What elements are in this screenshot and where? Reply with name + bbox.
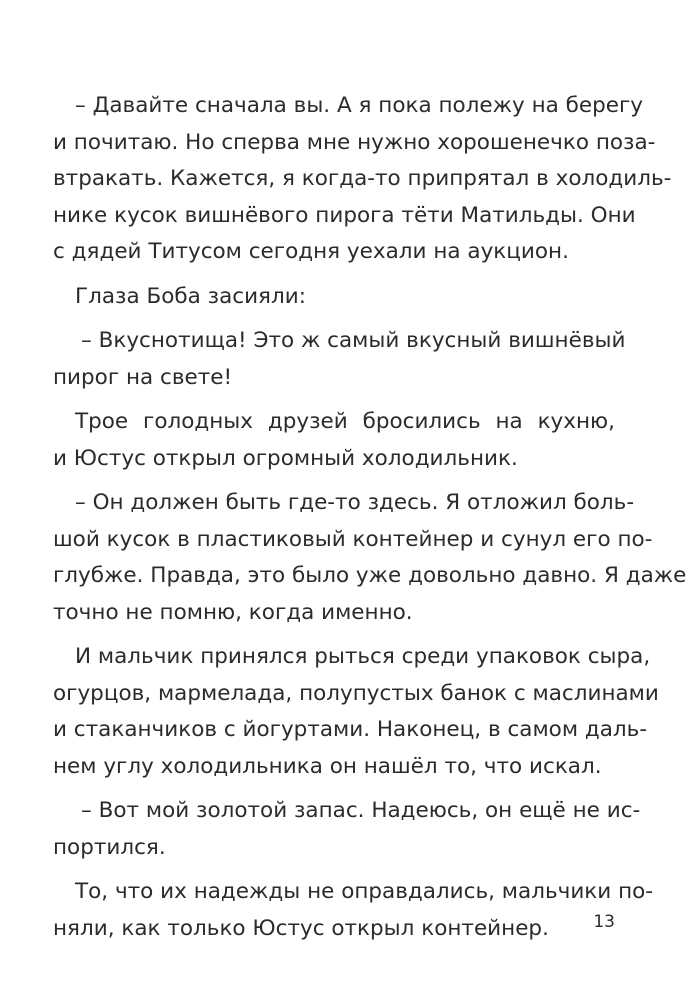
paragraph: [53, 404, 615, 477]
text-line: – Вот мой золотой запас. Надеюсь, он ещё не ис-: [81, 798, 641, 823]
text-line: точно не помню, когда именно.: [53, 599, 413, 625]
text-line: – Давайте сначала вы. А я пока полежу на берегу: [75, 93, 644, 118]
paragraph: [53, 874, 654, 947]
text-line: с дядей Титусом сегодня уехали на аукцион.: [53, 239, 569, 264]
paragraph: [53, 279, 615, 316]
text-line: няли, как только Юстус открыл контейнер.: [53, 915, 549, 941]
text-line: То, что их надежды не оправдались, мальчики по-: [75, 879, 654, 904]
paragraph: [53, 485, 687, 631]
text-line: и стаканчиков с йогуртами. Наконец, в самом даль-: [53, 717, 648, 742]
paragraph: [53, 323, 626, 396]
text-line: пирог на свете!: [53, 364, 233, 390]
page-number: 13: [593, 912, 615, 932]
text-line: нике кусок вишнёвого пирога тёти Матильды. Они: [53, 202, 636, 228]
text-line: портился.: [53, 834, 166, 860]
text-line: – Он должен быть где-то здесь. Я отложил боль-: [75, 490, 635, 515]
paragraph: [53, 793, 641, 866]
text-line: и Юстус открыл огромный холодильник.: [53, 445, 518, 471]
text-line: И мальчик принялся рыться среди упаковок сыра,: [75, 644, 651, 669]
paragraph: [53, 88, 672, 271]
text-line: – Вкуснотища! Это ж самый вкусный вишнёвый: [81, 328, 626, 353]
text-line: Трое голодных друзей бросились на кухню,: [75, 409, 615, 434]
text-line: Глаза Боба засияли:: [75, 283, 306, 309]
text-line: втракать. Кажется, я когда-то припрятал в холодиль-: [53, 166, 672, 191]
text-line: шой кусок в пластиковый контейнер и сунул его по-: [53, 526, 653, 552]
text-line: и почитаю. Но сперва мне нужно хорошенечко поза-: [53, 129, 656, 155]
text-line: глубже. Правда, это было уже довольно давно. Я даже: [53, 563, 687, 588]
text-line: нем углу холодильника он нашёл то, что искал.: [53, 753, 602, 779]
text-line: огурцов, мармелада, полупустых банок с маслинами: [53, 680, 659, 706]
page-body-text: [53, 88, 687, 955]
paragraph: [53, 639, 659, 785]
